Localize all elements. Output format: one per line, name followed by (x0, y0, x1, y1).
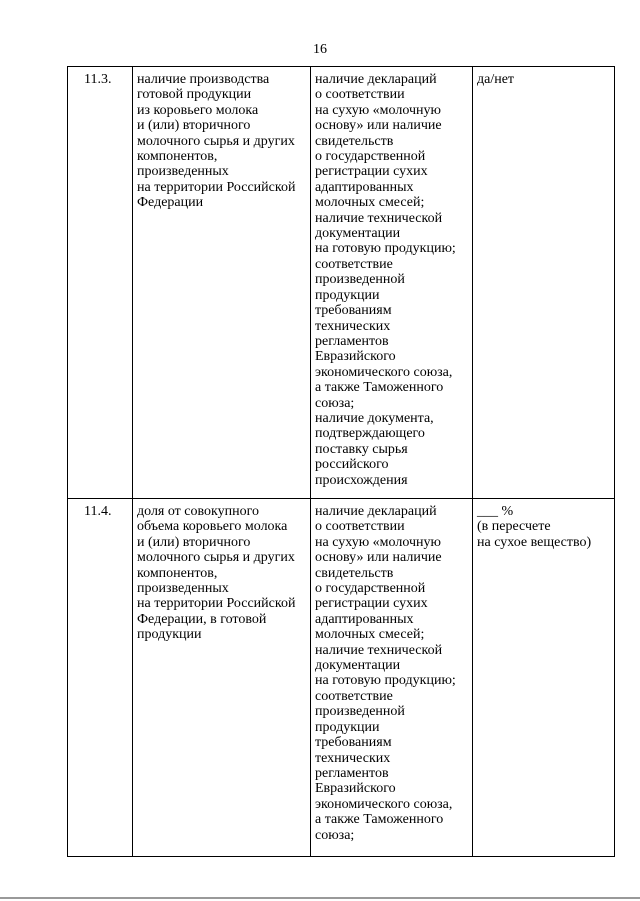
text-line: продукции (137, 627, 202, 643)
documents-cell (311, 67, 473, 499)
text-line: произведенных (137, 164, 229, 180)
table-row (68, 499, 615, 857)
text-line: документации (315, 658, 401, 674)
text-line: на сухую «молочную (315, 534, 441, 550)
text-line: о соответствии (315, 519, 405, 535)
row-number: 11.3. (84, 72, 112, 87)
text-line: компонентов, (137, 565, 218, 581)
text-line: документации (315, 226, 401, 242)
text-line: на территории Российской (137, 596, 296, 612)
text-line: адаптированных (315, 611, 414, 627)
text-line: основу» или наличие (315, 550, 442, 566)
text-line: свидетельств (315, 133, 394, 149)
text-line: молочного сырья и других (137, 133, 295, 149)
text-line: регистрации сухих (315, 164, 428, 180)
text-line: наличие деклараций (315, 504, 437, 519)
text-line: происхождения (315, 472, 408, 488)
documents-cell (311, 499, 473, 857)
criterion-cell (133, 67, 311, 499)
text-line: доля от совокупного (137, 504, 260, 519)
criterion-cell (133, 499, 311, 857)
table-row (68, 67, 615, 499)
text-line: на готовую продукцию; (315, 673, 456, 689)
text-line: о государственной (315, 149, 426, 165)
text-line: на территории Российской (137, 179, 296, 195)
text-line: Евразийского (315, 781, 396, 797)
text-line: экономического союза, (315, 796, 453, 812)
text-line: а также Таможенного (315, 380, 444, 396)
text-line: произведенных (137, 581, 229, 597)
value-cell (473, 499, 615, 857)
text-line: произведенной (315, 272, 405, 288)
text-line: наличие документа, (315, 410, 434, 426)
text-line: а также Таможенного (315, 812, 444, 828)
text-line: наличие технической (315, 210, 443, 226)
value-cell (473, 67, 615, 499)
criteria-table (67, 66, 615, 857)
text-line: наличие производства (137, 72, 270, 87)
text-line: молочных смесей; (315, 195, 425, 211)
text-line: союза; (315, 827, 355, 843)
text-line: подтверждающего (315, 426, 425, 442)
page-number: 16 (313, 42, 327, 57)
text-line: да/нет (477, 72, 515, 87)
text-line: Федерации (137, 195, 204, 211)
text-line: молочного сырья и других (137, 550, 295, 566)
text-line: основу» или наличие (315, 118, 442, 134)
text-line: адаптированных (315, 179, 414, 195)
text-line: союза; (315, 395, 355, 411)
text-line: требованиям (315, 735, 392, 751)
text-line: объема коровьего молока (137, 519, 288, 535)
text-line: молочных смесей; (315, 627, 425, 643)
text-line: продукции (315, 719, 380, 735)
text-line: о соответствии (315, 87, 405, 103)
text-line: Федерации, в готовой (137, 611, 267, 627)
text-line: и (или) вторичного (137, 118, 251, 134)
text-line: и (или) вторичного (137, 534, 251, 550)
text-line: свидетельств (315, 565, 394, 581)
row-number-cell (68, 67, 133, 499)
text-line: российского (315, 457, 389, 473)
text-line: соответствие (315, 688, 393, 704)
text-line: регистрации сухих (315, 596, 428, 612)
text-line: готовой продукции (137, 87, 252, 103)
page-edge (0, 897, 640, 899)
text-line: соответствие (315, 256, 393, 272)
text-line: регламентов (315, 333, 389, 349)
row-number-cell (68, 499, 133, 857)
text-line: требованиям (315, 303, 392, 319)
text-line: на сухую «молочную (315, 102, 441, 118)
text-line: на готовую продукцию; (315, 241, 456, 257)
text-line: поставку сырья (315, 441, 408, 457)
text-line: технических (315, 318, 391, 334)
text-line: (в пересчете (477, 519, 551, 535)
row-number: 11.4. (84, 504, 112, 519)
text-line: о государственной (315, 581, 426, 597)
text-line: наличие технической (315, 642, 443, 658)
text-line: на сухое вещество) (477, 534, 592, 550)
text-line: компонентов, (137, 149, 218, 165)
text-line: произведенной (315, 704, 405, 720)
text-line: ___ % (477, 504, 514, 519)
text-line: регламентов (315, 765, 389, 781)
text-line: Евразийского (315, 349, 396, 365)
text-line: экономического союза, (315, 364, 453, 380)
text-line: наличие деклараций (315, 72, 437, 87)
text-line: из коровьего молока (137, 102, 259, 118)
text-line: технических (315, 750, 391, 766)
text-line: продукции (315, 287, 380, 303)
